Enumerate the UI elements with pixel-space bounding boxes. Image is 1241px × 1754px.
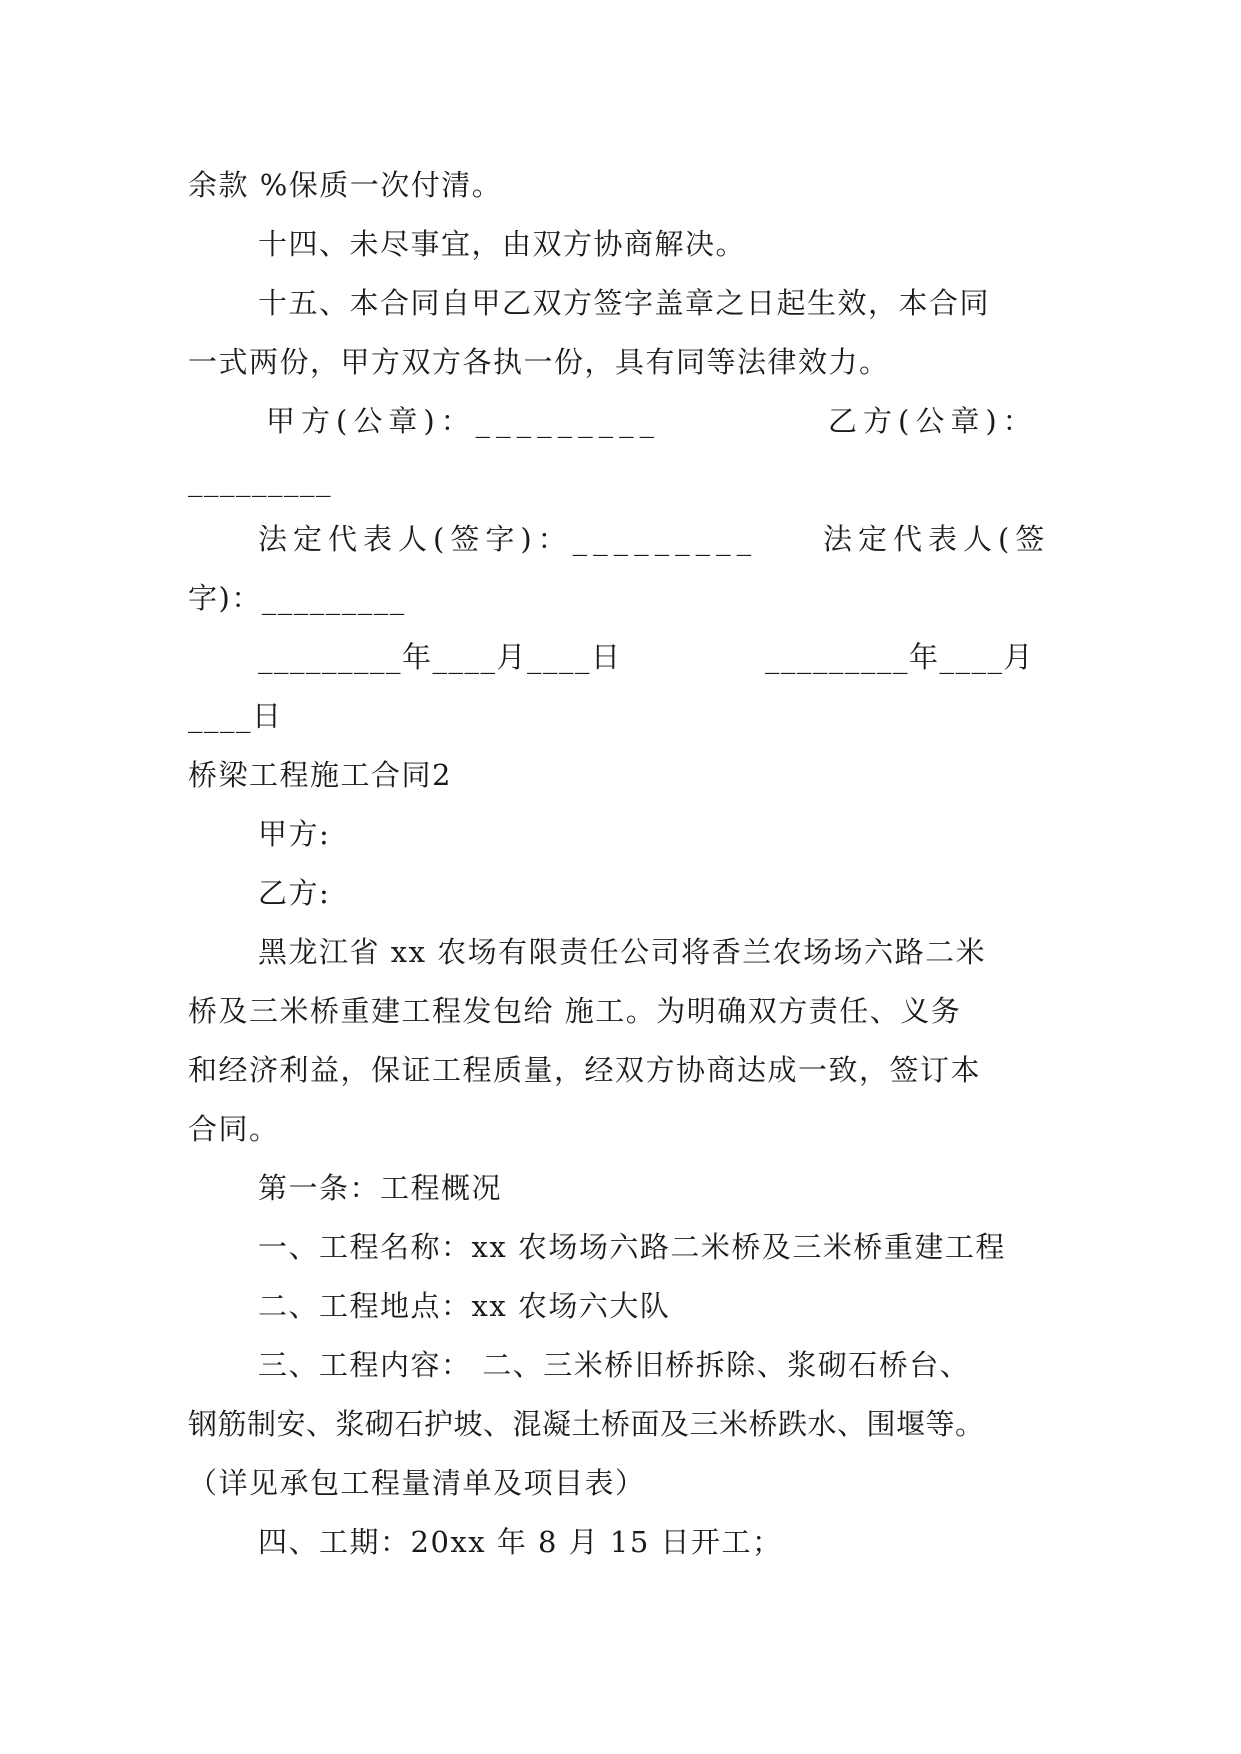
article-1-heading: 第一条：工程概况: [258, 1171, 503, 1205]
party-a-label: 甲方:: [258, 817, 331, 851]
text-line-preamble-3: 和经济利益，保证工程质量，经双方协商达成一致，签订本: [188, 1053, 982, 1087]
text-line-clause-14: 十四、未尽事宜，由双方协商解决。: [258, 227, 747, 261]
text-line-clause-15: 十五、本合同自甲乙双方签字盖章之日起生效，本合同: [258, 286, 991, 320]
contract-title: 桥梁工程施工合同2: [188, 758, 452, 792]
party-b-representative-label: 法定代表人(签: [823, 522, 1051, 556]
signature-row-seal: [188, 401, 1068, 441]
signature-row-representative: [188, 519, 1068, 559]
text-line-clause-15-cont: 一式两份，甲方双方各执一份，具有同等法律效力。: [188, 345, 890, 379]
text-line-preamble-2: 桥及三米桥重建工程发包给 施工。为明确双方责任、义务: [188, 994, 962, 1028]
party-b-seal-blank: _________: [188, 463, 332, 497]
party-b-label: 乙方:: [258, 876, 331, 910]
party-b-representative-blank: 字)：_________: [188, 581, 406, 615]
signature-row-date: [188, 637, 1068, 677]
project-content-cont: 钢筋制安、浆砌石护坡、混凝土桥面及三米桥跌水、围堰等。: [188, 1407, 985, 1441]
project-name: 一、工程名称：xx 农场场六路二米桥及三米桥重建工程: [258, 1230, 1006, 1264]
party-a-seal-label: 甲方(公章)：_________: [266, 404, 661, 438]
party-a-date: _________年____月____日: [258, 640, 622, 674]
party-b-date-day: ____日: [188, 699, 283, 733]
party-b-seal-label: 乙方(公章)：: [828, 404, 1038, 438]
party-a-representative-label: 法定代表人(签字)：_________: [258, 522, 758, 556]
project-schedule: 四、工期：20xx 年 8 月 15 日开工；: [258, 1525, 783, 1559]
text-line-balance-payment: 余款 %保质一次付清。: [188, 168, 503, 202]
project-location: 二、工程地点：xx 农场六大队: [258, 1289, 671, 1323]
party-b-date: _________年____月: [765, 640, 1035, 674]
text-line-preamble-1: 黑龙江省 xx 农场有限责任公司将香兰农场场六路二米: [258, 935, 987, 969]
project-content-reference: （详见承包工程量清单及项目表）: [188, 1466, 646, 1500]
project-content: 三、工程内容： 二、三米桥旧桥拆除、浆砌石桥台、: [258, 1348, 971, 1382]
text-line-preamble-4: 合同。: [188, 1112, 280, 1146]
